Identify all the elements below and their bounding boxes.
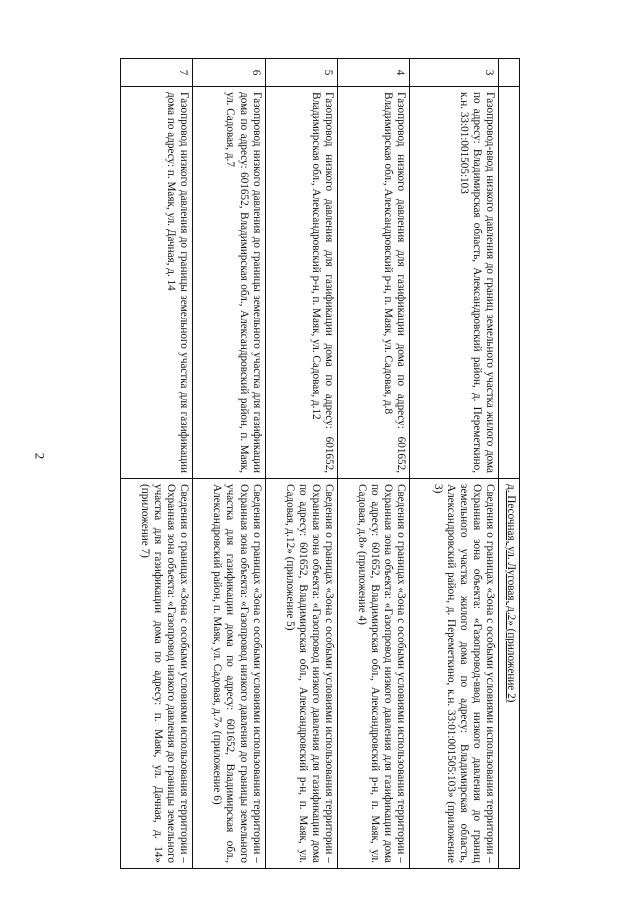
info-cell: Сведения о границах «Зона с особыми условиями использования территории – Охранная зона объекта: «Газопровод низкого давления до границы земельного участка для газификации дома по адресу: п. Маяк, ул. Дачная, д. 14» (приложение 7) xyxy=(121,479,193,869)
table-row xyxy=(499,59,520,869)
info-cell: Сведения о границах «Зона с особыми условиями использования территории – Охранная зона объекта: «Газопровод низкого давления до границы земельного участка для газификации дома по адресу: 601652, Владимирская обл., Александровский район, п. Маяк, ул. Садовая, д.7» (приложение 6) xyxy=(193,479,265,869)
table-row xyxy=(337,59,409,869)
table-row xyxy=(121,59,193,869)
table-row xyxy=(410,59,499,869)
row-number: 5 xyxy=(265,59,337,87)
row-number: 7 xyxy=(121,59,193,87)
table-row xyxy=(193,59,265,869)
rotated-table-content xyxy=(120,58,520,868)
info-cell: д. Песочная, ул. Луговая, д.2» (приложение 2) xyxy=(499,479,520,869)
row-number: 3 xyxy=(410,59,499,87)
row-number: 6 xyxy=(193,59,265,87)
info-cell: Сведения о границах «Зона с особыми условиями использования территории – Охранная зона объекта: «Газопровод низкого давления для газификации дома по адресу: 601652, Владимирская обл., Александровский р-н, п. Маяк, ул. Садовая, д.8» (приложение 4) xyxy=(337,479,409,869)
info-cell: Сведения о границах «Зона с особыми условиями использования территории – Охранная зона объекта: «Газопровод низкого давления для газификации дома по адресу: 601652, Владимирская обл., Александровский р-н, п. Маяк, ул. Садовая, д.12» (приложение 5) xyxy=(265,479,337,869)
object-cell xyxy=(499,87,520,479)
info-cell: Сведения о границах «Зона с особыми условиями использования территории – Охранная зона объекта: «Газопровод-ввод низкого давления до границ земельного участка жилого дома по адресу: Владимирская область, Александровский район, д. Переметкино, к.н. 33:01:001505:103» (приложение 3) xyxy=(410,479,499,869)
rotated-table-frame xyxy=(120,58,520,868)
table-row xyxy=(265,59,337,869)
row-number xyxy=(499,59,520,87)
object-cell: Газопровод низкого давления для газификации дома по адресу: 601652, Владимирская обл., Александровский р-н, п. Маяк, ул. Садовая, д.8 xyxy=(337,87,409,479)
object-cell: Газопровод-ввод низкого давления до границ земельного участка жилого дома по адресу: Владимирская область, Александровский район, д. Переметкино, к.н. 33:01:001505:103 xyxy=(410,87,499,479)
page-number: 2 xyxy=(32,452,48,460)
object-cell: Газопровод низкого давления до границы земельного участка для газификации дома по адресу: 601652, Владимирская обл., Александровский район, п. Маяк, ул. Садовая, д.7 xyxy=(193,87,265,479)
object-cell: Газопровод низкого давления до границы земельного участка для газификации дома по адресу: п. Маяк, ул. Дачная, д. 14 xyxy=(121,87,193,479)
zones-table xyxy=(120,58,520,869)
object-cell: Газопровод низкого давления для газификации дома по адресу: 601652, Владимирская обл., Александровский р-н, п. Маяк, ул. Садовая, д.12 xyxy=(265,87,337,479)
row-number: 4 xyxy=(337,59,409,87)
